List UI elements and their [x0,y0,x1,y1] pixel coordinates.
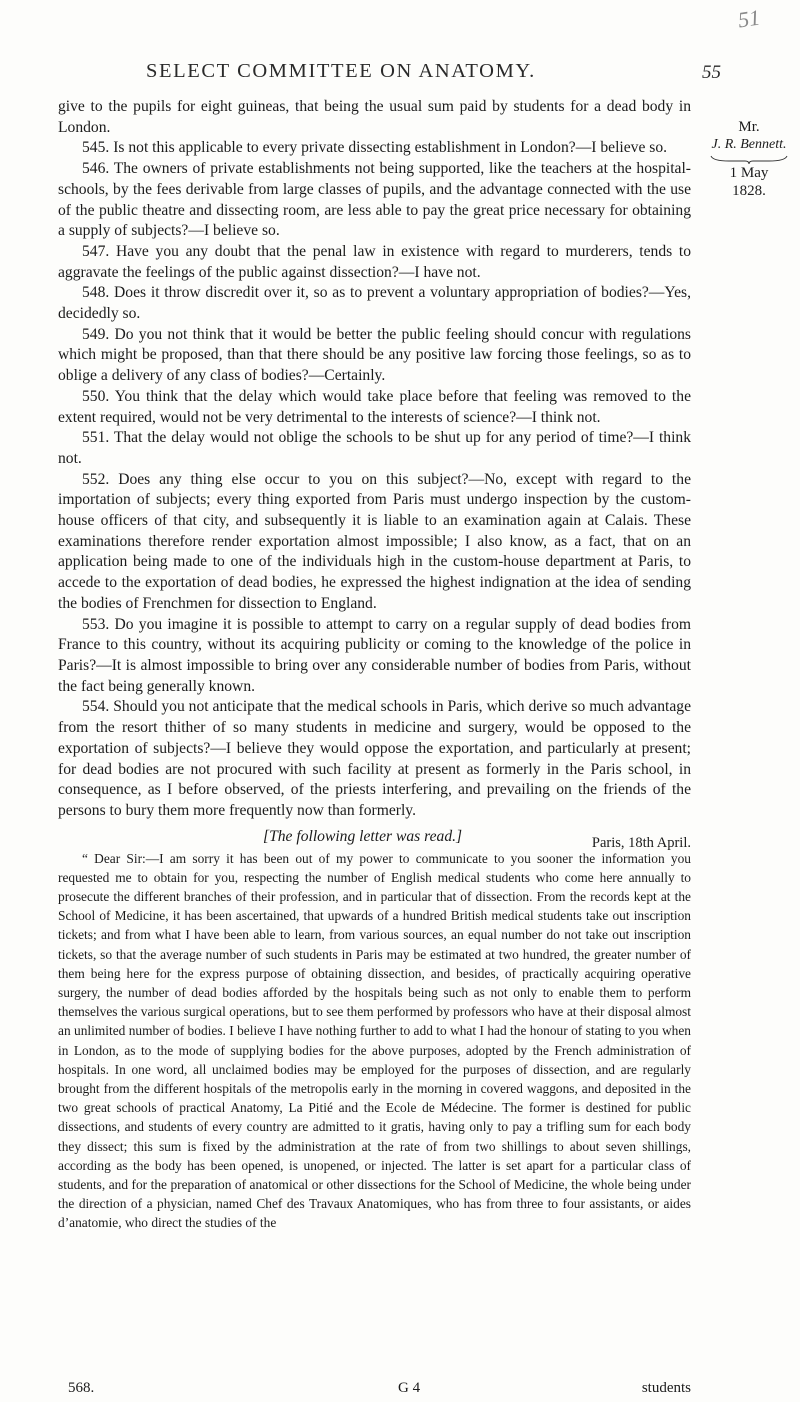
page-footer [58,1380,691,1402]
paragraph-549: 549. Do you not think that it would be better the public feeling should concur with regulations which might be proposed, than that there should be any positive law forcing those feelings, so as to oblige a delivery of any class of bodies?—Certainly. [58,325,691,385]
paragraph-545: 545. Is not this applicable to every private dissecting establishment in London?—I believe so. [82,139,668,157]
paragraph-546: 546. The owners of private establishments not being supported, like the teachers at the hospital-schools, by the fees derivable from large classes of pupils, and the advantage connected with the use of the public theatre and dissecting room, are less able to pay the great price necessary for obtaining a supply of subjects?—I believe so. [58,160,691,240]
page-number: 55 [702,62,721,83]
paragraph-553: 553. Do you imagine it is possible to attempt to carry on a regular supply of dead bodies from France to this country, without its acquiring publicity or coming to the knowledge of the police in Paris?—It is almost impossible to bring over any considerable number of bodies from Paris, without the fact being generally known. [58,615,691,695]
letter-heading [58,825,691,849]
document-body [58,97,691,1233]
footer-sig-number: 568. [68,1380,95,1396]
paragraph-554: 554. Should you not anticipate that the medical schools in Paris, which derive so much advantage from the resort thither of so many students in medicine and surgery, would be opposed to the exportation of subjects?—I believe they would oppose the exportation, and particularly at present; for dead bodies are not procured with such facility at present as formerly in the Paris school, in consequence, as I before observed, of the priests interfering, and prevailing on the friends of the persons to bury them more frequently now than formerly. [58,698,691,819]
paragraph-551: 551. That the delay would not oblige the schools to be shut up for any period of time?—I think not. [58,429,691,467]
letter-intro: [The following letter was read.] [263,827,463,845]
footer-signature: G 4 [398,1380,421,1396]
letter-place-date: Paris, 18th April. [591,834,691,851]
margin-note-witness-name: J. R. Bennett. [711,137,787,152]
brace-icon [709,154,789,164]
paragraph-548: 548. Does it throw discredit over it, so as to prevent a voluntary appropriation of bodies?—Yes, decidedly so. [58,284,691,323]
paragraph-552: 552. Does any thing else occur to you on this subject?—No, except with regard to the importation of subjects; every thing exported from Paris must undergo inspection by the custom-house officers of that city, and subsequently it is liable to an examination again at Calais. These examinations therefore render exportation almost impossible; I also know, as a fact, that on an application being made to one of the individuals high in the custom-house department at Paris, to accede to the exportation of dead bodies, he expressed the highest indignation at the idea of sending the bodies of Frenchmen for dissection to England. [58,470,691,612]
paragraph-continuation: give to the pupils for eight guineas, that being the usual sum paid by students for a dead body in London. [58,98,691,136]
footer-catchword: students [641,1380,691,1396]
margin-note-date-year: 1828. [732,183,766,199]
margin-note-date-day: 1 May [729,165,769,181]
paragraph-550: 550. You think that the delay which would take place before that feeling was removed to the extent required, would not be very detrimental to the interests of science?—I think not. [58,387,691,426]
handwritten-folio-mark: 51 [736,4,762,33]
margin-note-title: Mr. [738,119,760,135]
letter-text: “ Dear Sir:—I am sorry it has been out of my power to communicate to you sooner the information you requested me to obtain for you, respecting the number of English medical students who come here annually to prosecute the different branches of their profession, and in particular that of dissection. From the records kept at the School of Medicine, it has been ascertained, that upwards of a hundred British medical students take out inscription tickets; and from what I have been able to learn, from various sources, an equal number do not take out inscription tickets, so that the average number of such students in Paris may be estimated at two hundred, the greater number of them being here for the express purpose of obtaining dissection, and besides, of practically acquiring operative surgery, the number of dead bodies afforded by the hospitals being such as not only to enable them to perform themselves the various surgical operations, but to see them performed by professors who have at their disposal almost an unlimited number of bodies. I believe I have nothing further to add to what I had the honour of stating to you when in London, as to the mode of supplying bodies for the above purposes, adopted by the French administration of hospitals. In one word, all unclaimed bodies may be employed for the purposes of dissection, and are regularly brought from the different hospitals of the metropolis early in the morning in covered waggons, and deposited in the two great schools of practical Anatomy, La Pitié and the Ecole de Médecine. The former is destined for public dissections, and students of every country are admitted to it gratis, having only to pay a trifling sum for each body they dissect; this sum is fixed by the administration at the rate of from two shillings to about seven shillings, according as the body has been opened, is unopened, or injected. The latter is set apart for a particular class of students, and for the preparation of anatomical or other dissections for the School of Medicine, the whole being under the direction of a physician, named Chef des Travaux Anatomiques, who has from three to four assistants, or aides d’anatomie, who direct the studies of the [58,850,691,1231]
margin-note [700,118,798,200]
running-head: SELECT COMMITTEE ON ANATOMY. [146,60,536,82]
paragraph-547: 547. Have you any doubt that the penal law in existence with regard to murderers, tends to aggravate the feelings of the public against dissection?—I have not. [58,242,691,281]
